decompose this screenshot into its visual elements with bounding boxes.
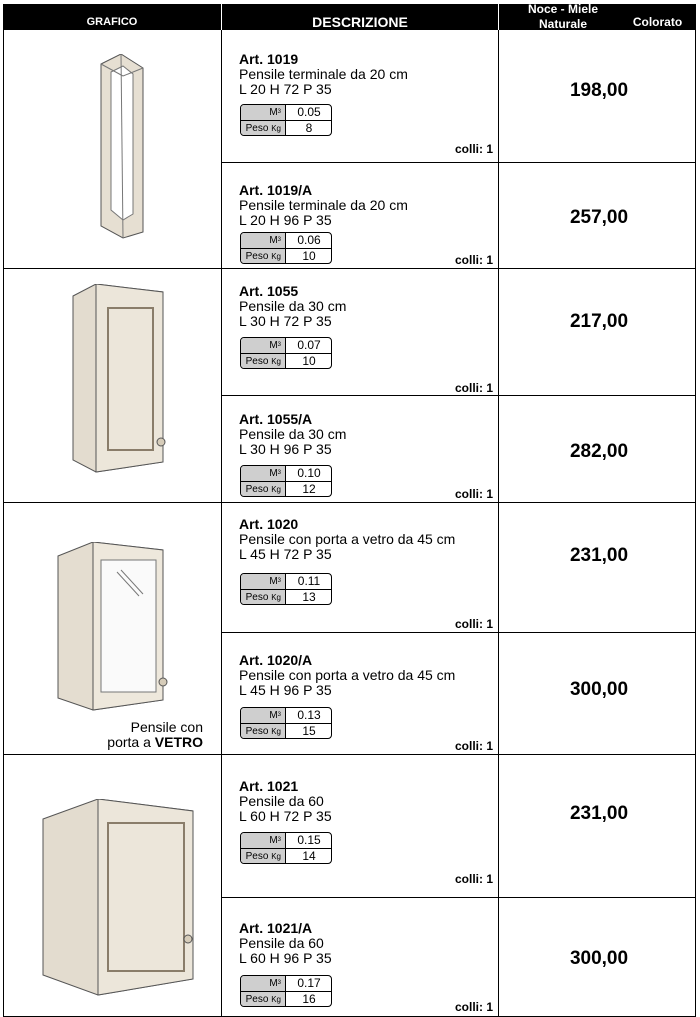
price-list-sheet	[3, 4, 696, 1017]
m3-label: $M^3$	[241, 105, 285, 120]
m3-label: $M^3$	[241, 466, 285, 481]
item-specs	[240, 465, 332, 497]
m3-value: 0.07	[285, 338, 332, 353]
peso-label: Peso Kg	[241, 120, 285, 135]
item-name: Pensile con porta a vetro da 45 cm	[239, 667, 456, 683]
caption-line1: Pensile con	[130, 719, 203, 735]
item-dims: L 60 H 72 P 35	[239, 808, 332, 824]
header-descrizione: DESCRIZIONE	[312, 14, 408, 30]
item-description	[239, 52, 499, 97]
caption-line2-prefix: porta a	[107, 734, 155, 750]
cabinet-glass-image	[53, 542, 173, 712]
glass-caption	[63, 720, 203, 750]
list-item	[222, 633, 696, 754]
m3-label: $M^3$	[241, 338, 285, 353]
item-colli: colli: 1	[455, 872, 494, 886]
item-price: 217,00	[569, 311, 629, 332]
item-code: Art. 1055	[239, 283, 299, 299]
item-price: 198,00	[569, 80, 629, 101]
item-price: 231,00	[569, 803, 629, 824]
item-specs	[240, 975, 332, 1007]
item-specs	[240, 832, 332, 864]
item-colli: colli: 1	[455, 617, 494, 631]
peso-value: 16	[285, 991, 332, 1006]
item-description	[239, 921, 499, 966]
item-code: Art. 1021	[239, 778, 299, 794]
table-header	[3, 4, 696, 30]
peso-label: Peso Kg	[241, 848, 285, 863]
peso-value: 10	[285, 248, 332, 263]
item-description	[239, 284, 499, 329]
m3-label: $M^3$	[241, 833, 285, 848]
header-price	[499, 4, 696, 30]
peso-label: Peso Kg	[241, 353, 285, 368]
m3-label: $M^3$	[241, 233, 285, 248]
item-code: Art. 1055/A	[239, 411, 313, 427]
item-specs	[240, 337, 332, 369]
item-colli: colli: 1	[455, 381, 494, 395]
item-name: Pensile da 30 cm	[239, 298, 347, 314]
peso-label: Peso Kg	[241, 248, 285, 263]
caption-line2-bold: VETRO	[154, 734, 203, 750]
item-code: Art. 1019/A	[239, 182, 313, 198]
item-dims: L 20 H 72 P 35	[239, 81, 332, 97]
item-name: Pensile da 60	[239, 793, 324, 809]
list-item	[222, 396, 696, 502]
item-dims: L 30 H 72 P 35	[239, 313, 332, 329]
item-code: Art. 1021/A	[239, 920, 313, 936]
list-item	[222, 755, 696, 897]
item-specs	[240, 104, 332, 136]
item-code: Art. 1019	[239, 51, 299, 67]
cabinet-60-image	[38, 799, 198, 999]
list-item	[222, 30, 696, 162]
header-grafico: GRAFICO	[86, 16, 138, 28]
list-item	[222, 898, 696, 1016]
item-price: 231,00	[569, 545, 629, 566]
m3-value: 0.06	[285, 233, 332, 248]
item-name: Pensile da 30 cm	[239, 426, 347, 442]
peso-label: Peso Kg	[241, 589, 285, 604]
item-dims: L 30 H 96 P 35	[239, 441, 332, 457]
item-name: Pensile con porta a vetro da 45 cm	[239, 531, 456, 547]
m3-value: 0.11	[285, 574, 332, 589]
header-naturale: Naturale	[538, 17, 588, 31]
item-dims: L 45 H 72 P 35	[239, 546, 332, 562]
list-item	[222, 269, 696, 395]
m3-label: $M^3$	[241, 976, 285, 991]
peso-label: Peso Kg	[241, 481, 285, 496]
item-price: 282,00	[569, 441, 629, 462]
item-colli: colli: 1	[455, 739, 494, 753]
item-colli: colli: 1	[455, 487, 494, 501]
peso-value: 15	[285, 723, 332, 738]
peso-label: Peso Kg	[241, 991, 285, 1006]
m3-value: 0.15	[285, 833, 332, 848]
m3-value: 0.10	[285, 466, 332, 481]
peso-label: Peso Kg	[241, 723, 285, 738]
peso-value: 12	[285, 481, 332, 496]
header-colorato: Colorato	[632, 15, 683, 29]
item-description	[239, 412, 499, 457]
item-colli: colli: 1	[455, 1000, 494, 1014]
item-description	[239, 517, 499, 562]
item-name: Pensile terminale da 20 cm	[239, 197, 408, 213]
item-specs	[240, 232, 332, 264]
m3-value: 0.13	[285, 708, 332, 723]
m3-value: 0.05	[285, 105, 332, 120]
item-dims: L 60 H 96 P 35	[239, 950, 332, 966]
m3-label: $M^3$	[241, 574, 285, 589]
item-price: 300,00	[569, 679, 629, 700]
peso-value: 10	[285, 353, 332, 368]
item-colli: colli: 1	[455, 142, 494, 156]
header-noce-miele: Noce - Miele	[527, 2, 599, 16]
item-dims: L 45 H 96 P 35	[239, 682, 332, 698]
item-specs	[240, 707, 332, 739]
m3-value: 0.17	[285, 976, 332, 991]
item-description	[239, 779, 499, 824]
list-item	[222, 163, 696, 268]
item-name: Pensile da 60	[239, 935, 324, 951]
item-colli: colli: 1	[455, 253, 494, 267]
cabinet-30-image	[68, 284, 168, 474]
caption-line2	[63, 735, 203, 750]
cabinet-end-image	[83, 54, 153, 239]
item-description	[239, 653, 499, 698]
item-price: 257,00	[569, 207, 629, 228]
item-name: Pensile terminale da 20 cm	[239, 66, 408, 82]
peso-value: 13	[285, 589, 332, 604]
peso-value: 8	[285, 120, 332, 135]
peso-value: 14	[285, 848, 332, 863]
item-description	[239, 183, 499, 228]
item-specs	[240, 573, 332, 605]
item-dims: L 20 H 96 P 35	[239, 212, 332, 228]
item-code: Art. 1020	[239, 516, 299, 532]
list-item	[222, 503, 696, 632]
item-price: 300,00	[569, 948, 629, 969]
m3-label: $M^3$	[241, 708, 285, 723]
item-code: Art. 1020/A	[239, 652, 313, 668]
